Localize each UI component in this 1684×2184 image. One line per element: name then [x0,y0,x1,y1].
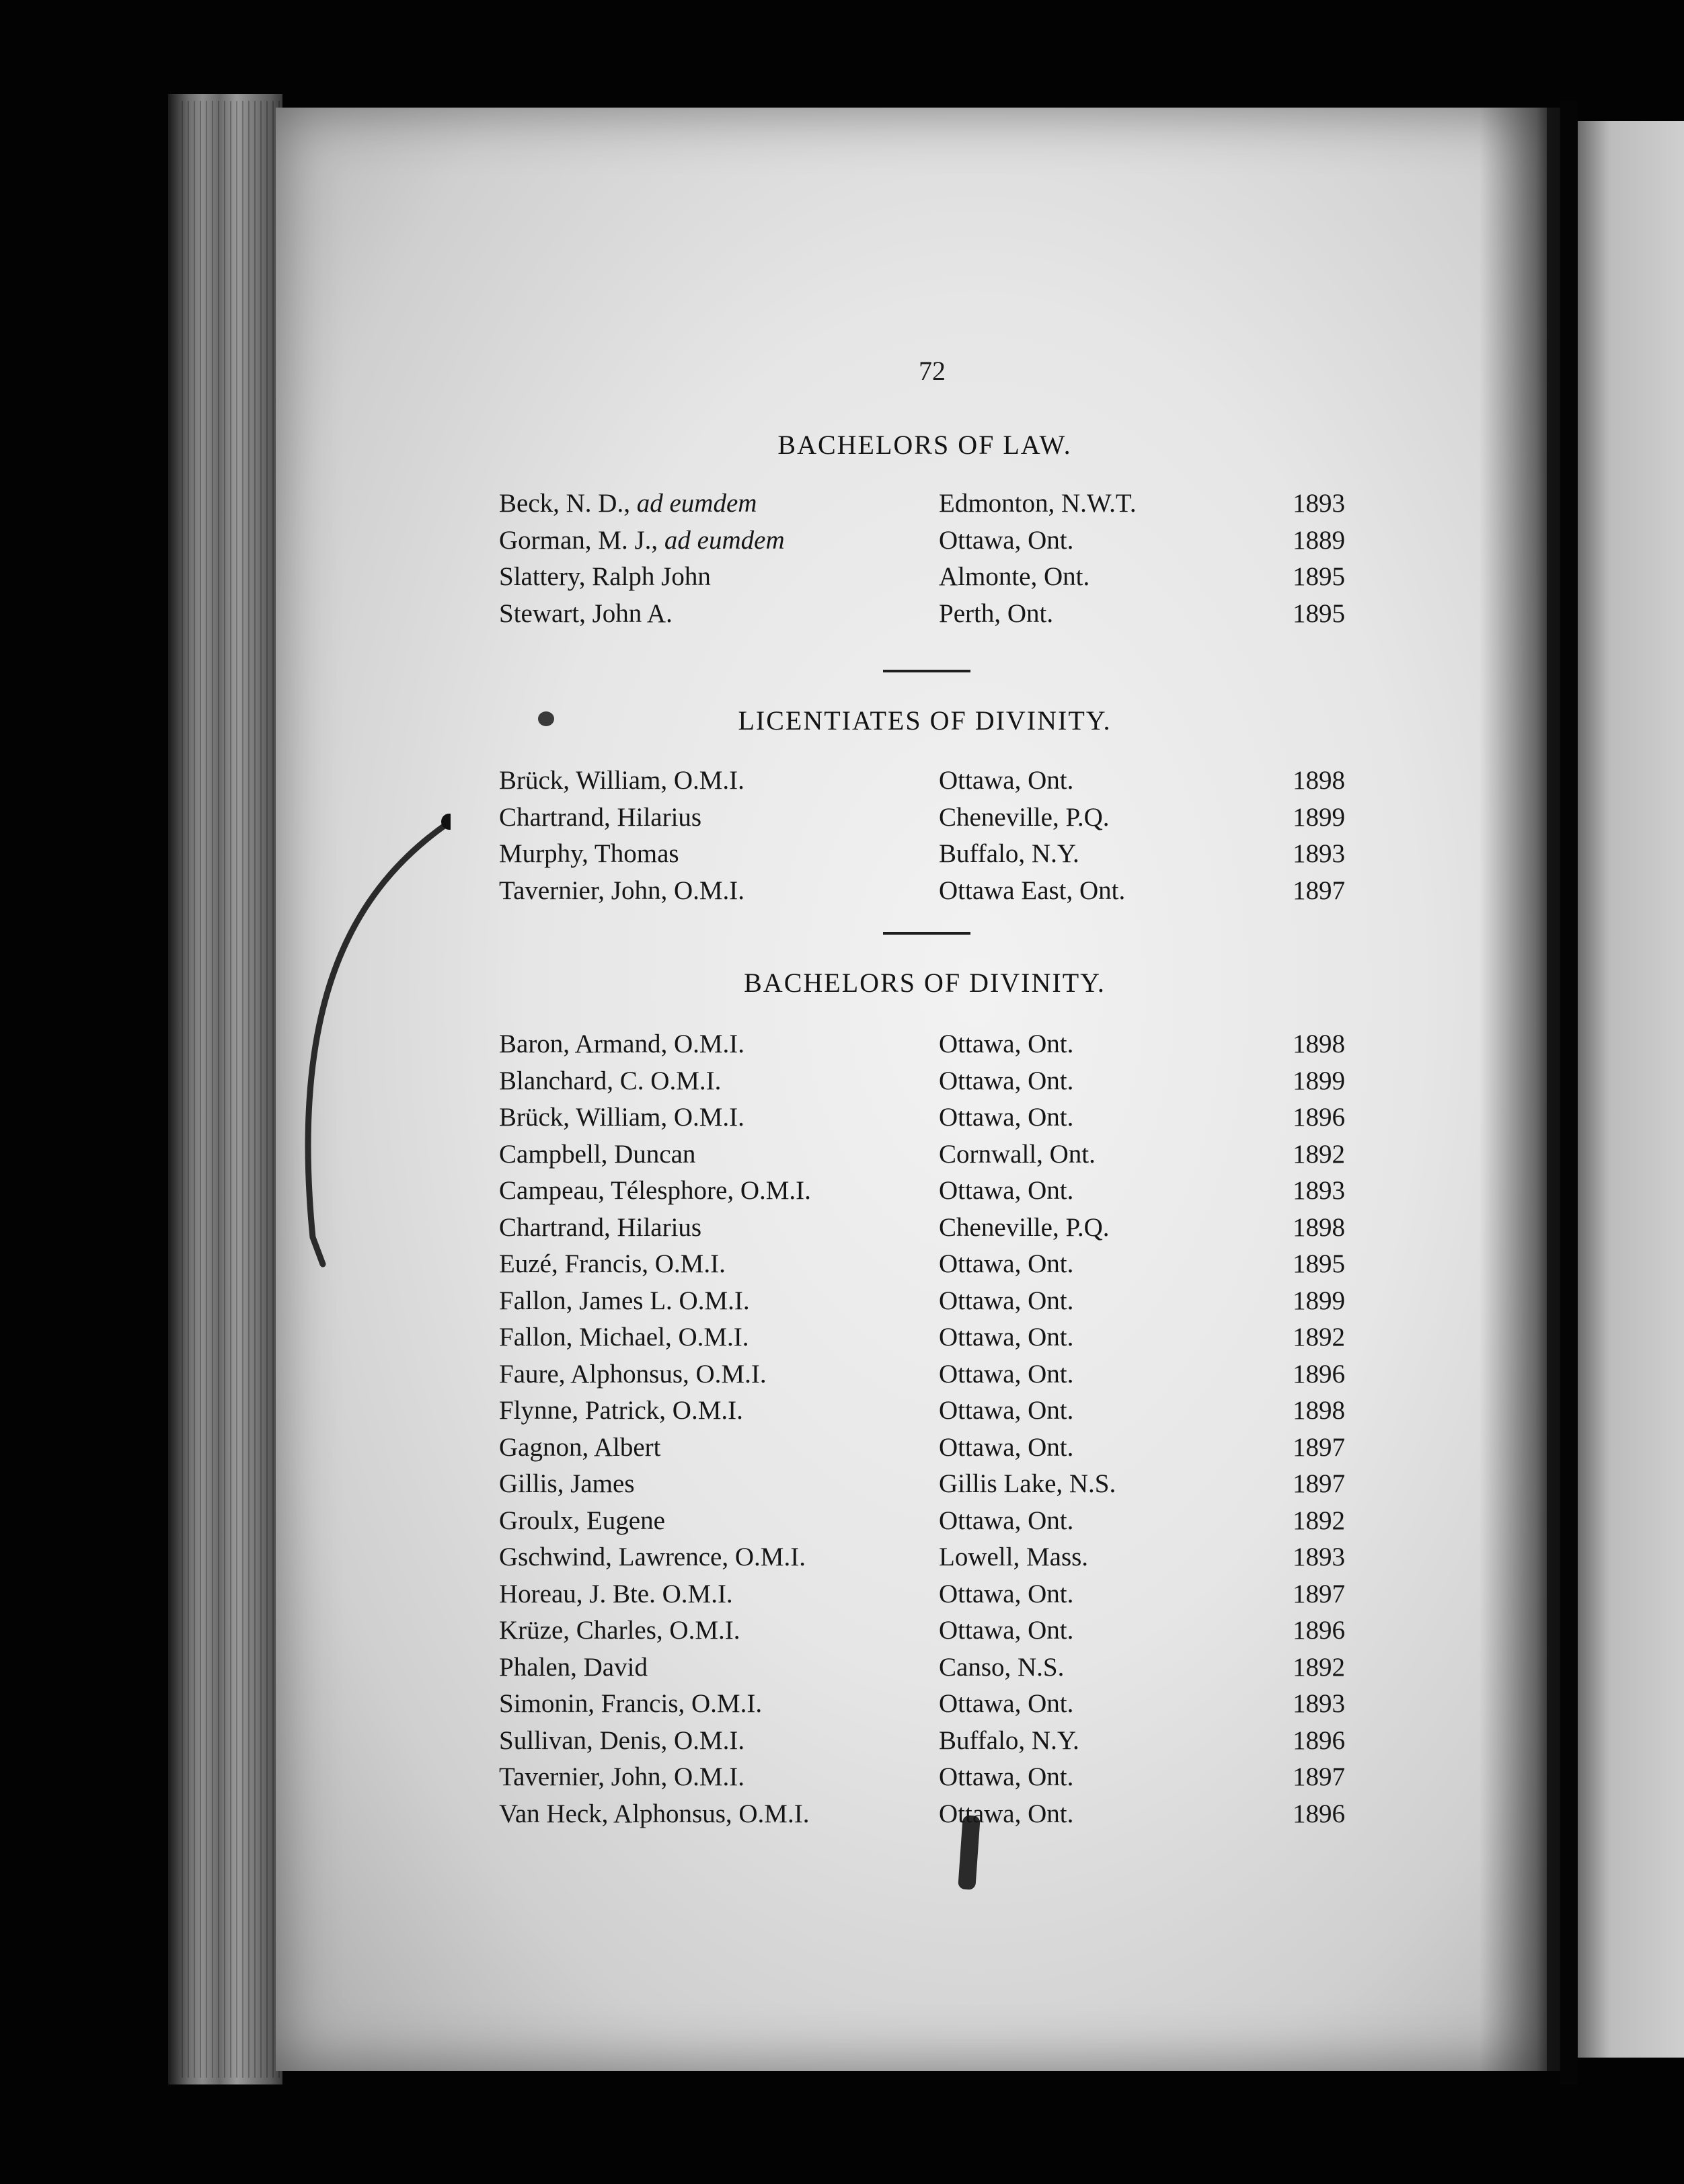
list-item [499,1175,1367,1212]
list-item [499,1506,1367,1543]
graduate-residence: Ottawa, Ont. [939,1616,1074,1645]
graduation-year: 1897 [1293,875,1345,905]
list-item [499,1762,1367,1799]
list-item [499,1322,1367,1359]
graduate-name-text: Slattery, Ralph John [499,562,711,591]
graduate-name [499,1066,721,1096]
graduate-name [499,1542,806,1572]
graduate-name-text: Phalen, David [499,1652,648,1682]
graduate-name [499,1506,665,1536]
graduation-year: 1896 [1293,1616,1345,1645]
page-stack-lines [182,101,282,2078]
graduation-year: 1896 [1293,1799,1345,1828]
graduate-residence: Ottawa, Ont. [939,1432,1074,1462]
graduate-name-text: Groulx, Eugene [499,1506,665,1535]
graduate-name-text: Krüze, Charles, O.M.I. [499,1616,740,1645]
graduation-year: 1896 [1293,1359,1345,1389]
bachelors-of-divinity-list [499,1029,1367,1835]
graduate-name-text: Gorman, M. J., [499,525,658,555]
section-heading-bachelors-of-law: BACHELORS OF LAW. [777,430,1072,460]
list-item [499,802,1367,839]
graduate-name [499,1799,809,1829]
graduate-residence: Ottawa, Ont. [939,1176,1074,1205]
graduate-name [499,1688,762,1719]
list-item [499,1359,1367,1396]
graduate-residence: Cornwall, Ont. [939,1139,1096,1169]
graduate-residence: Ottawa, Ont. [939,1359,1074,1389]
list-item [499,598,1367,635]
section-heading-bachelors-of-divinity: BACHELORS OF DIVINITY. [744,968,1106,998]
list-item [499,1542,1367,1579]
graduate-residence: Almonte, Ont. [939,562,1090,591]
graduate-residence: Ottawa, Ont. [939,1103,1074,1132]
book-spine [1560,101,1578,2084]
graduate-name [499,838,679,869]
graduation-year: 1896 [1293,1103,1345,1132]
graduate-name-text: Simonin, Francis, O.M.I. [499,1689,763,1718]
graduate-name-text: Chartrand, Hilarius [499,802,702,832]
graduation-year: 1892 [1293,1323,1345,1352]
graduation-year: 1898 [1293,1396,1345,1425]
graduate-name [499,802,701,832]
graduate-name [499,1212,701,1243]
graduate-name-text: Gillis, James [499,1469,635,1498]
graduate-name [499,1249,726,1279]
ink-smudge [538,711,554,726]
section-heading-licentiates-of-divinity: LICENTIATES OF DIVINITY. [738,705,1112,736]
list-item [499,1286,1367,1323]
graduation-year: 1899 [1293,802,1345,832]
graduate-name [499,1762,744,1792]
list-item [499,1799,1367,1836]
graduation-year: 1897 [1293,1762,1345,1791]
graduate-name [499,1139,695,1169]
graduate-name [499,1395,743,1426]
degree-qualifier: ad eumdem [636,489,757,518]
graduate-residence: Canso, N.S. [939,1652,1065,1682]
graduation-year: 1897 [1293,1579,1345,1608]
graduation-year: 1893 [1293,1176,1345,1205]
list-item [499,1029,1367,1066]
list-item [499,1395,1367,1432]
graduate-name [499,1359,767,1389]
list-item [499,765,1367,802]
graduation-year: 1897 [1293,1432,1345,1462]
graduate-residence: Ottawa, Ont. [939,766,1074,795]
list-item [499,1652,1367,1689]
graduate-name [499,1322,749,1352]
graduation-year: 1896 [1293,1725,1345,1755]
graduation-year: 1899 [1293,1066,1345,1095]
list-item [499,1579,1367,1616]
section-divider [883,932,970,935]
licentiates-of-divinity-list [499,765,1367,912]
graduate-name-text: Sullivan, Denis, O.M.I. [499,1725,745,1755]
page-number: 72 [919,356,946,386]
graduation-year: 1895 [1293,598,1345,628]
graduation-year: 1892 [1293,1652,1345,1682]
bookmark-ribbon [276,793,451,1278]
graduate-name [499,1725,744,1756]
graduate-residence: Ottawa, Ont. [939,1323,1074,1352]
list-item [499,488,1367,525]
page-gutter-shadow [1480,108,1560,2071]
graduate-name [499,525,785,555]
graduation-year: 1897 [1293,1469,1345,1498]
graduate-name-text: Campbell, Duncan [499,1139,696,1169]
graduate-residence: Ottawa, Ont. [939,1762,1074,1791]
graduate-residence: Buffalo, N.Y. [939,839,1079,868]
list-item [499,1688,1367,1725]
graduate-residence: Ottawa, Ont. [939,1799,1074,1828]
graduate-name-text: Fallon, Michael, O.M.I. [499,1323,749,1352]
graduate-name-text: Stewart, John A. [499,598,673,628]
graduate-name-text: Van Heck, Alphonsus, O.M.I. [499,1799,810,1828]
list-item [499,875,1367,912]
graduation-year: 1893 [1293,1689,1345,1718]
graduate-name-text: Horeau, J. Bte. O.M.I. [499,1579,733,1608]
graduate-residence: Ottawa, Ont. [939,1689,1074,1718]
graduate-name [499,1029,744,1059]
graduation-year: 1893 [1293,1543,1345,1571]
graduate-name-text: Beck, N. D., [499,489,630,518]
graduate-residence: Ottawa, Ont. [939,1029,1074,1058]
list-item [499,1469,1367,1506]
graduation-year: 1893 [1293,839,1345,868]
graduation-year: 1895 [1293,562,1345,591]
graduate-name-text: Brück, William, O.M.I. [499,766,744,795]
list-item [499,1139,1367,1176]
graduation-year: 1898 [1293,766,1345,795]
list-item [499,1066,1367,1103]
graduate-residence: Ottawa, Ont. [939,1396,1074,1425]
graduate-residence: Ottawa, Ont. [939,1286,1074,1315]
graduate-name-text: Tavernier, John, O.M.I. [499,875,745,905]
list-item [499,1432,1367,1469]
graduate-name-text: Gagnon, Albert [499,1432,661,1462]
graduate-name-text: Euzé, Francis, O.M.I. [499,1249,726,1278]
graduation-year: 1898 [1293,1029,1345,1058]
graduate-name [499,488,757,518]
graduate-name [499,1469,635,1499]
graduate-name [499,1652,648,1682]
graduate-name [499,1102,744,1132]
graduation-year: 1898 [1293,1212,1345,1242]
bachelors-of-law-list [499,488,1367,635]
graduate-residence: Ottawa, Ont. [939,525,1074,555]
list-item [499,1102,1367,1139]
graduate-residence: Ottawa East, Ont. [939,875,1126,905]
graduate-name [499,1579,733,1609]
graduation-year: 1892 [1293,1506,1345,1535]
list-item [499,1615,1367,1652]
graduate-name-text: Flynne, Patrick, O.M.I. [499,1396,743,1425]
degree-qualifier: ad eumdem [664,525,785,555]
graduate-residence: Cheneville, P.Q. [939,802,1110,832]
graduate-name [499,1286,750,1316]
graduate-name [499,1175,811,1206]
graduate-name [499,765,744,795]
graduate-name-text: Campeau, Télesphore, O.M.I. [499,1176,811,1205]
graduate-residence: Lowell, Mass. [939,1543,1089,1571]
graduate-name [499,1432,660,1462]
graduate-name-text: Gschwind, Lawrence, O.M.I. [499,1543,806,1571]
list-item [499,838,1367,875]
list-item [499,1212,1367,1249]
section-divider [883,670,970,672]
graduate-residence: Ottawa, Ont. [939,1579,1074,1608]
graduate-name [499,1615,740,1645]
graduate-name [499,598,673,629]
graduation-year: 1899 [1293,1286,1345,1315]
graduate-name-text: Faure, Alphonsus, O.M.I. [499,1359,767,1389]
graduate-residence: Ottawa, Ont. [939,1066,1074,1095]
graduate-name-text: Baron, Armand, O.M.I. [499,1029,745,1058]
graduate-name-text: Tavernier, John, O.M.I. [499,1762,745,1791]
list-item [499,1249,1367,1286]
list-item [499,561,1367,598]
graduate-name [499,875,744,906]
graduate-name-text: Blanchard, C. O.M.I. [499,1066,722,1095]
graduate-residence: Ottawa, Ont. [939,1506,1074,1535]
graduate-name [499,561,711,592]
graduate-residence: Ottawa, Ont. [939,1249,1074,1278]
graduate-name-text: Fallon, James L. O.M.I. [499,1286,750,1315]
graduate-residence: Buffalo, N.Y. [939,1725,1079,1755]
graduate-residence: Gillis Lake, N.S. [939,1469,1116,1498]
graduate-name-text: Murphy, Thomas [499,839,679,868]
facing-page-edge [1578,121,1684,2058]
graduate-name-text: Brück, William, O.M.I. [499,1103,744,1132]
graduation-year: 1892 [1293,1139,1345,1169]
graduation-year: 1895 [1293,1249,1345,1278]
list-item [499,525,1367,562]
graduate-residence: Perth, Ont. [939,598,1054,628]
graduate-residence: Cheneville, P.Q. [939,1212,1110,1242]
graduation-year: 1893 [1293,489,1345,518]
list-item [499,1725,1367,1762]
graduate-name-text: Chartrand, Hilarius [499,1212,702,1242]
graduation-year: 1889 [1293,525,1345,555]
graduate-residence: Edmonton, N.W.T. [939,489,1137,518]
